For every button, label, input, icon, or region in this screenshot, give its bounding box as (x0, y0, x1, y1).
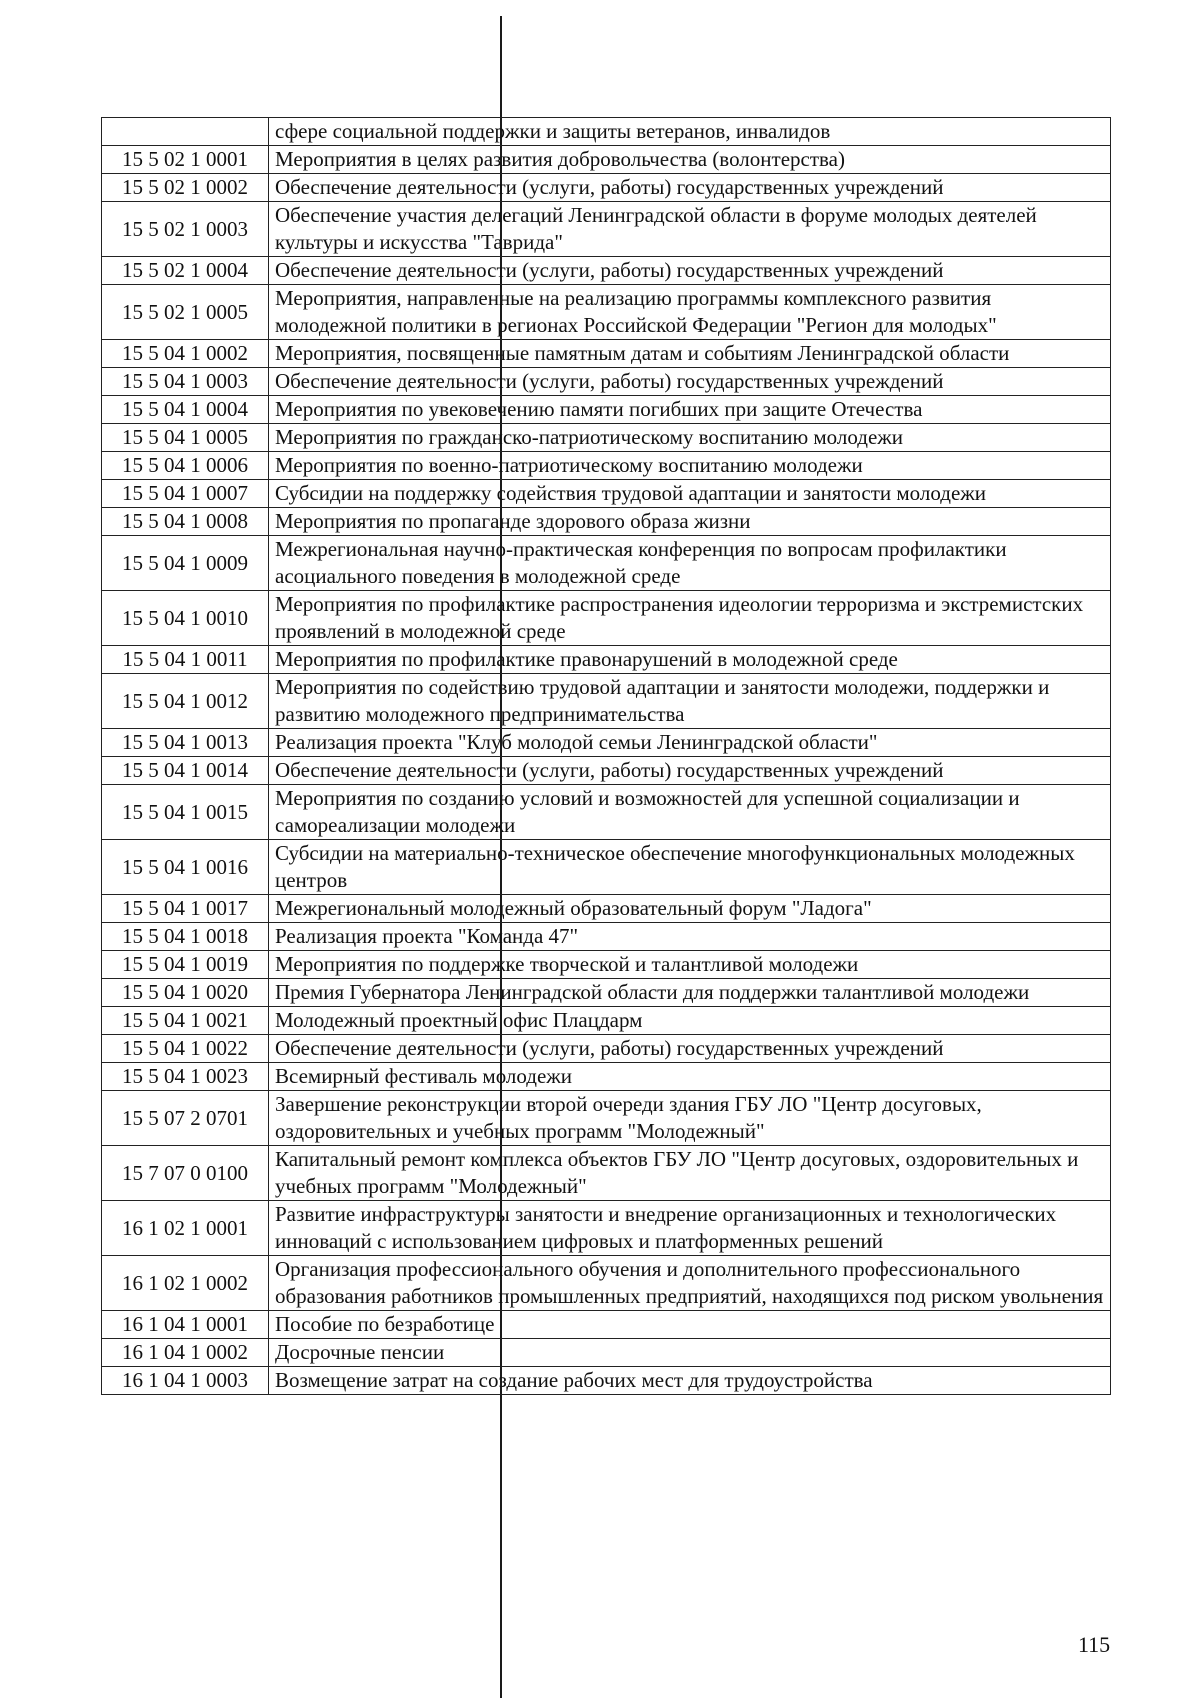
table-row (102, 1339, 1111, 1367)
table-row (102, 480, 1111, 508)
expense-name-cell: Мероприятия по поддержке творческой и талантливой молодежи (269, 951, 1111, 979)
table-row (102, 757, 1111, 785)
expense-name-cell: Всемирный фестиваль молодежи (269, 1063, 1111, 1091)
expense-name-cell: Обеспечение участия делегаций Ленинградской области в форуме молодых деятелей культуры и искусства "Таврида" (269, 202, 1111, 257)
table-row (102, 508, 1111, 536)
budget-code-cell: 15 5 04 1 0018 (102, 923, 269, 951)
budget-code-cell: 15 5 02 1 0005 (102, 285, 269, 340)
budget-code-cell: 15 5 04 1 0010 (102, 591, 269, 646)
expense-name-cell: Реализация проекта "Команда 47" (269, 923, 1111, 951)
budget-code-cell: 15 5 04 1 0016 (102, 840, 269, 895)
table-body (102, 118, 1111, 1395)
budget-code-cell: 15 5 04 1 0005 (102, 424, 269, 452)
table-row (102, 340, 1111, 368)
budget-code-cell: 15 5 04 1 0014 (102, 757, 269, 785)
budget-code-cell: 16 1 04 1 0003 (102, 1367, 269, 1395)
table-row (102, 1007, 1111, 1035)
table-row (102, 146, 1111, 174)
table-row (102, 1311, 1111, 1339)
table-row (102, 729, 1111, 757)
budget-code-cell: 16 1 04 1 0002 (102, 1339, 269, 1367)
table-row (102, 591, 1111, 646)
budget-code-cell: 15 5 04 1 0002 (102, 340, 269, 368)
expense-name-cell: Мероприятия, посвященные памятным датам и событиям Ленинградской области (269, 340, 1111, 368)
table-row (102, 368, 1111, 396)
table-row (102, 951, 1111, 979)
budget-code-cell: 15 5 04 1 0006 (102, 452, 269, 480)
budget-code-cell: 15 5 04 1 0011 (102, 646, 269, 674)
budget-codes-table (101, 117, 1111, 1395)
expense-name-cell: Мероприятия по созданию условий и возможностей для успешной социализации и самореализации молодежи (269, 785, 1111, 840)
table-row (102, 285, 1111, 340)
budget-code-cell: 15 5 07 2 0701 (102, 1091, 269, 1146)
budget-code-cell: 15 5 04 1 0023 (102, 1063, 269, 1091)
expense-name-cell: Молодежный проектный офис Плацдарм (269, 1007, 1111, 1035)
expense-name-cell: Организация профессионального обучения и дополнительного профессионального образования работников промышленных предприятий, находящихся под риском увольнения (269, 1256, 1111, 1311)
expense-name-cell: Развитие инфраструктуры занятости и внедрение организационных и технологических инноваций с использованием цифровых и платформенных решений (269, 1201, 1111, 1256)
expense-name-cell: Мероприятия по военно-патриотическому воспитанию молодежи (269, 452, 1111, 480)
table-row (102, 1367, 1111, 1395)
table-row (102, 257, 1111, 285)
expense-name-cell: Межрегиональный молодежный образовательный форум "Ладога" (269, 895, 1111, 923)
table-row (102, 1063, 1111, 1091)
budget-code-cell (102, 118, 269, 146)
table-row (102, 536, 1111, 591)
expense-name-cell: Возмещение затрат на создание рабочих мест для трудоустройства (269, 1367, 1111, 1395)
budget-code-cell: 15 5 04 1 0003 (102, 368, 269, 396)
expense-name-cell: Обеспечение деятельности (услуги, работы) государственных учреждений (269, 1035, 1111, 1063)
budget-code-cell: 15 5 02 1 0002 (102, 174, 269, 202)
table-row (102, 979, 1111, 1007)
table-row (102, 396, 1111, 424)
expense-name-cell: Обеспечение деятельности (услуги, работы) государственных учреждений (269, 257, 1111, 285)
table-row (102, 674, 1111, 729)
budget-code-cell: 15 5 04 1 0019 (102, 951, 269, 979)
table-row (102, 202, 1111, 257)
expense-name-cell: Досрочные пенсии (269, 1339, 1111, 1367)
budget-code-cell: 15 5 04 1 0004 (102, 396, 269, 424)
expense-name-cell: Премия Губернатора Ленинградской области для поддержки талантливой молодежи (269, 979, 1111, 1007)
table-row (102, 452, 1111, 480)
expense-name-cell: Межрегиональная научно-практическая конференция по вопросам профилактики асоциального поведения в молодежной среде (269, 536, 1111, 591)
expense-name-cell: Мероприятия по пропаганде здорового образа жизни (269, 508, 1111, 536)
budget-code-cell: 15 7 07 0 0100 (102, 1146, 269, 1201)
expense-name-cell: Мероприятия, направленные на реализацию программы комплексного развития молодежной политики в регионах Российской Федерации "Регион для молодых" (269, 285, 1111, 340)
budget-code-cell: 15 5 04 1 0013 (102, 729, 269, 757)
table-row (102, 895, 1111, 923)
budget-code-cell: 16 1 02 1 0001 (102, 1201, 269, 1256)
expense-name-cell: Субсидии на поддержку содействия трудовой адаптации и занятости молодежи (269, 480, 1111, 508)
table-row (102, 840, 1111, 895)
budget-code-cell: 15 5 04 1 0009 (102, 536, 269, 591)
budget-code-cell: 15 5 04 1 0008 (102, 508, 269, 536)
table-row (102, 1091, 1111, 1146)
table-row (102, 1146, 1111, 1201)
table-row (102, 1201, 1111, 1256)
expense-name-cell: Мероприятия по профилактике правонарушений в молодежной среде (269, 646, 1111, 674)
table-row (102, 1256, 1111, 1311)
budget-code-cell: 15 5 04 1 0017 (102, 895, 269, 923)
expense-name-cell: Обеспечение деятельности (услуги, работы) государственных учреждений (269, 757, 1111, 785)
budget-code-cell: 15 5 04 1 0022 (102, 1035, 269, 1063)
expense-name-cell: Мероприятия по гражданско-патриотическому воспитанию молодежи (269, 424, 1111, 452)
budget-code-cell: 15 5 04 1 0021 (102, 1007, 269, 1035)
expense-name-cell: Мероприятия по профилактике распространения идеологии терроризма и экстремистских проявлений в молодежной среде (269, 591, 1111, 646)
table-row (102, 923, 1111, 951)
expense-name-cell: Пособие по безработице (269, 1311, 1111, 1339)
table-row (102, 785, 1111, 840)
budget-code-cell: 15 5 04 1 0012 (102, 674, 269, 729)
budget-code-cell: 16 1 02 1 0002 (102, 1256, 269, 1311)
budget-code-cell: 15 5 02 1 0004 (102, 257, 269, 285)
budget-code-cell: 15 5 02 1 0003 (102, 202, 269, 257)
page-number: 115 (1078, 1632, 1111, 1657)
budget-code-cell: 15 5 02 1 0001 (102, 146, 269, 174)
budget-code-cell: 15 5 04 1 0015 (102, 785, 269, 840)
expense-name-cell: Мероприятия по содействию трудовой адаптации и занятости молодежи, поддержки и развитию молодежного предпринимательства (269, 674, 1111, 729)
table-row (102, 1035, 1111, 1063)
expense-name-cell: Обеспечение деятельности (услуги, работы) государственных учреждений (269, 174, 1111, 202)
table-row (102, 118, 1111, 146)
budget-code-cell: 16 1 04 1 0001 (102, 1311, 269, 1339)
expense-name-cell: Реализация проекта "Клуб молодой семьи Ленинградской области" (269, 729, 1111, 757)
budget-code-cell: 15 5 04 1 0007 (102, 480, 269, 508)
table-row (102, 424, 1111, 452)
expense-name-cell: Завершение реконструкции второй очереди здания ГБУ ЛО "Центр досуговых, оздоровительных и учебных программ "Молодежный" (269, 1091, 1111, 1146)
expense-name-cell: Мероприятия по увековечению памяти погибших при защите Отечества (269, 396, 1111, 424)
table-row (102, 646, 1111, 674)
expense-name-cell: сфере социальной поддержки и защиты ветеранов, инвалидов (269, 118, 1111, 146)
expense-name-cell: Мероприятия в целях развития добровольчества (волонтерства) (269, 146, 1111, 174)
expense-name-cell: Капитальный ремонт комплекса объектов ГБУ ЛО "Центр досуговых, оздоровительных и учебных программ "Молодежный" (269, 1146, 1111, 1201)
expense-name-cell: Обеспечение деятельности (услуги, работы) государственных учреждений (269, 368, 1111, 396)
table-row (102, 174, 1111, 202)
budget-code-cell: 15 5 04 1 0020 (102, 979, 269, 1007)
expense-name-cell: Субсидии на материально-техническое обеспечение многофункциональных молодежных центров (269, 840, 1111, 895)
